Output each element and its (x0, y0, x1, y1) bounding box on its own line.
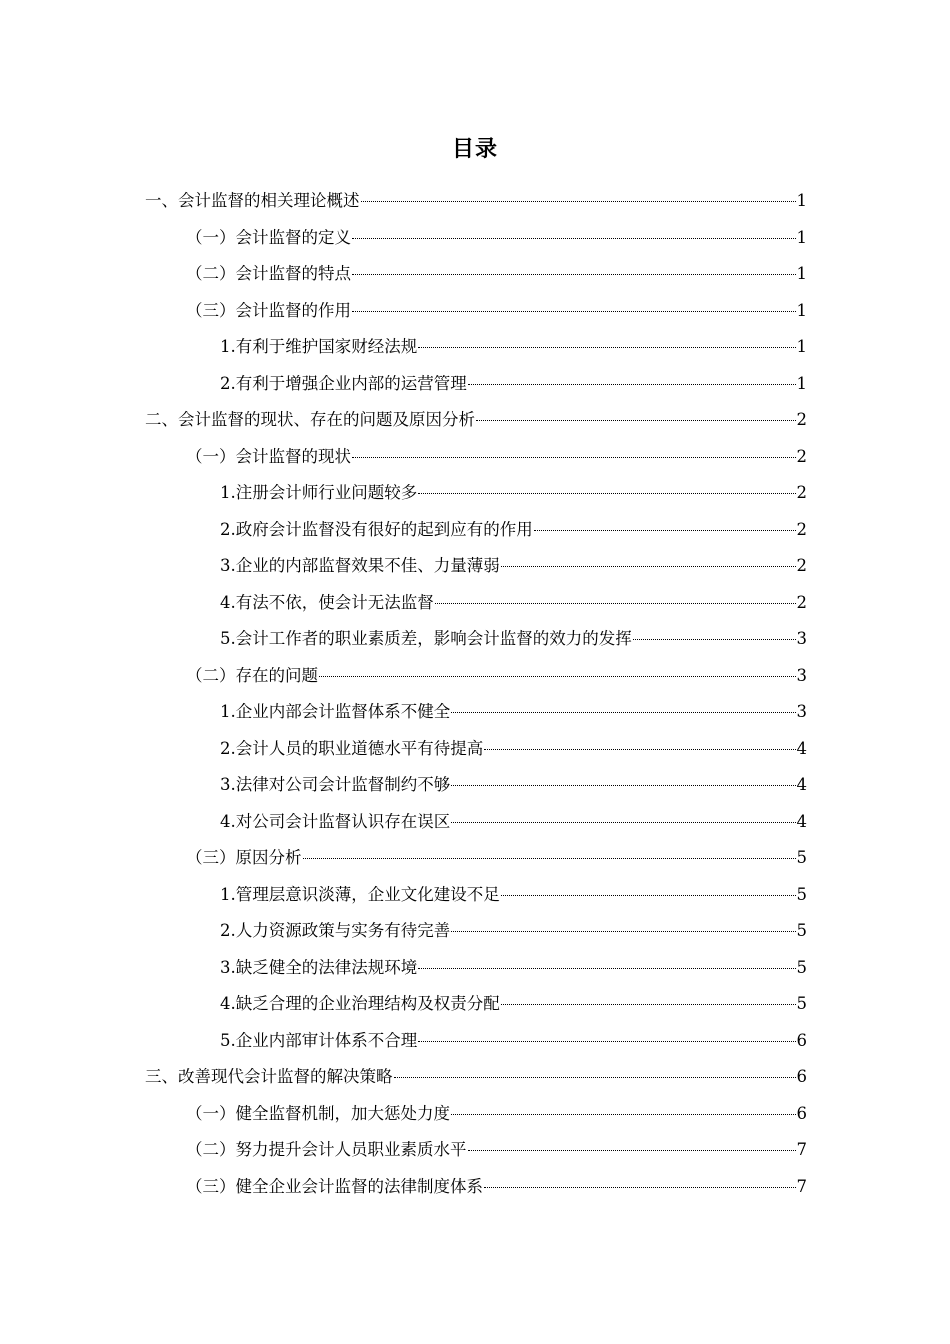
toc-entry[interactable] (0, 366, 950, 403)
toc-entry-text: 1.企业内部会计监督体系不健全 (220, 702, 451, 721)
toc-entry-text: （二）会计监督的特点 (186, 264, 351, 283)
toc-entry-text: 4.有法不依，使会计无法监督 (220, 592, 434, 612)
toc-entry-page-number: 6 (796, 1103, 807, 1123)
toc-entry-text: 一、会计监督的相关理论概述 (145, 191, 360, 210)
toc-dot-leader (451, 821, 795, 823)
toc-dot-leader (476, 419, 796, 421)
toc-entry[interactable] (0, 512, 950, 549)
toc-entry[interactable] (0, 731, 950, 768)
toc-entry-page-number: 5 (796, 848, 807, 867)
toc-entry-page-number: 1 (796, 264, 807, 283)
toc-entry-text: 3.法律对公司会计监督制约不够 (220, 775, 451, 794)
toc-entry-page-number: 4 (796, 811, 807, 831)
toc-entry-text: 2.有利于增强企业内部的运营管理 (220, 373, 467, 393)
toc-entry[interactable] (0, 293, 950, 330)
toc-entry-page-number: 1 (796, 373, 807, 393)
toc-dot-leader (303, 857, 796, 859)
toc-entry-page-number: 5 (796, 957, 807, 977)
toc-dot-leader (319, 675, 796, 677)
toc-entry-text: 5.会计工作者的职业素质差，影响会计监督的效力的发挥 (220, 629, 632, 648)
toc-entry-page-number: 3 (796, 702, 807, 721)
toc-entry-text: （三）健全企业会计监督的法律制度体系 (186, 1176, 483, 1196)
toc-entry[interactable] (0, 1096, 950, 1133)
toc-dot-leader (418, 346, 795, 348)
toc-entry[interactable] (0, 548, 950, 585)
toc-entry[interactable] (0, 183, 950, 220)
toc-dot-leader (484, 1186, 796, 1188)
toc-entry-text: 3.缺乏健全的法律法规环境 (220, 957, 418, 977)
toc-entry-page-number: 2 (796, 410, 807, 429)
toc-entry-page-number: 2 (796, 483, 807, 502)
toc-dot-leader (451, 1113, 796, 1115)
toc-entry-page-number: 1 (796, 337, 807, 356)
toc-entry-page-number: 4 (796, 775, 807, 794)
toc-dot-leader (435, 602, 796, 604)
toc-entry-text: （二）努力提升会计人员职业素质水平 (186, 1140, 467, 1159)
toc-entry-text: 2.会计人员的职业道德水平有待提高 (220, 738, 484, 758)
toc-entry[interactable] (0, 585, 950, 622)
toc-entry[interactable] (0, 1023, 950, 1060)
toc-dot-leader (418, 967, 795, 969)
toc-entry-page-number: 2 (796, 446, 807, 466)
toc-dot-leader (468, 383, 796, 385)
toc-entry[interactable] (0, 1059, 950, 1096)
toc-entry-text: 5.企业内部审计体系不合理 (220, 1030, 418, 1050)
toc-entry-page-number: 1 (796, 300, 807, 320)
toc-entry-text: 2.政府会计监督没有很好的起到应有的作用 (220, 519, 533, 539)
toc-entry-page-number: 2 (796, 519, 807, 539)
toc-dot-leader (352, 456, 796, 458)
toc-entry[interactable] (0, 402, 950, 439)
toc-entry-text: 1.注册会计师行业问题较多 (220, 483, 418, 502)
toc-dot-leader (352, 310, 796, 312)
toc-entry-text: （一）健全监督机制，加大惩处力度 (186, 1103, 450, 1123)
toc-entry-text: （二）存在的问题 (186, 665, 318, 685)
toc-entry[interactable] (0, 256, 950, 293)
toc-entry-text: （一）会计监督的定义 (186, 227, 351, 247)
toc-dot-leader (361, 200, 796, 202)
toc-entry-page-number: 7 (796, 1140, 807, 1159)
toc-entry-text: 3.企业的内部监督效果不佳、力量薄弱 (220, 556, 500, 575)
toc-dot-leader (484, 748, 795, 750)
toc-entry-page-number: 3 (796, 665, 807, 685)
toc-entry[interactable] (0, 220, 950, 257)
toc-entry[interactable] (0, 658, 950, 695)
toc-dot-leader (451, 930, 795, 932)
toc-dot-leader (451, 711, 795, 713)
toc-entry-page-number: 2 (796, 592, 807, 612)
toc-entry[interactable] (0, 439, 950, 476)
toc-entry-text: 三、改善现代会计监督的解决策略 (145, 1067, 393, 1086)
toc-dot-leader (633, 638, 796, 640)
toc-entry-page-number: 6 (796, 1067, 807, 1086)
toc-dot-leader (468, 1149, 796, 1151)
toc-entry[interactable] (0, 475, 950, 512)
toc-entry[interactable] (0, 986, 950, 1023)
toc-entry-page-number: 6 (796, 1030, 807, 1050)
toc-entry-text: （一）会计监督的现状 (186, 446, 351, 466)
toc-title: 目录 (451, 137, 498, 162)
toc-entry-text: 1.有利于维护国家财经法规 (220, 337, 418, 356)
toc-entry-page-number: 1 (796, 191, 807, 210)
toc-dot-leader (394, 1076, 796, 1078)
toc-entry[interactable] (0, 329, 950, 366)
toc-entry-page-number: 3 (796, 629, 807, 648)
toc-dot-leader (352, 273, 796, 275)
toc-entry-page-number: 5 (796, 884, 807, 904)
toc-dot-leader (534, 529, 796, 531)
toc-entry-text: 2.人力资源政策与实务有待完善 (220, 921, 451, 940)
toc-entry[interactable] (0, 1169, 950, 1206)
toc-entry-text: 二、会计监督的现状、存在的问题及原因分析 (145, 410, 475, 429)
toc-entry-page-number: 1 (796, 227, 807, 247)
toc-entry[interactable] (0, 877, 950, 914)
toc-entry-page-number: 5 (796, 994, 807, 1013)
toc-entry[interactable] (0, 621, 950, 658)
toc-list (0, 183, 950, 1205)
toc-entry[interactable] (0, 1132, 950, 1169)
toc-entry-text: 1.管理层意识淡薄，企业文化建设不足 (220, 884, 500, 904)
toc-entry-page-number: 4 (796, 738, 807, 758)
toc-entry[interactable] (0, 804, 950, 841)
toc-entry-page-number: 2 (796, 556, 807, 575)
toc-entry-text: 4.缺乏合理的企业治理结构及权责分配 (220, 994, 500, 1013)
toc-dot-leader (501, 1003, 796, 1005)
toc-entry-text: 4.对公司会计监督认识存在误区 (220, 811, 451, 831)
toc-entry-page-number: 5 (796, 921, 807, 940)
toc-dot-leader (451, 784, 795, 786)
toc-dot-leader (418, 492, 795, 494)
toc-entry-text: （三）原因分析 (186, 848, 302, 867)
toc-entry[interactable] (0, 694, 950, 731)
toc-entry-text: （三）会计监督的作用 (186, 300, 351, 320)
toc-entry[interactable] (0, 840, 950, 877)
toc-entry-page-number: 7 (796, 1176, 807, 1196)
toc-entry[interactable] (0, 950, 950, 987)
toc-entry[interactable] (0, 767, 950, 804)
toc-dot-leader (418, 1040, 795, 1042)
toc-dot-leader (352, 237, 796, 239)
toc-dot-leader (501, 894, 796, 896)
toc-entry[interactable] (0, 913, 950, 950)
toc-dot-leader (501, 565, 796, 567)
